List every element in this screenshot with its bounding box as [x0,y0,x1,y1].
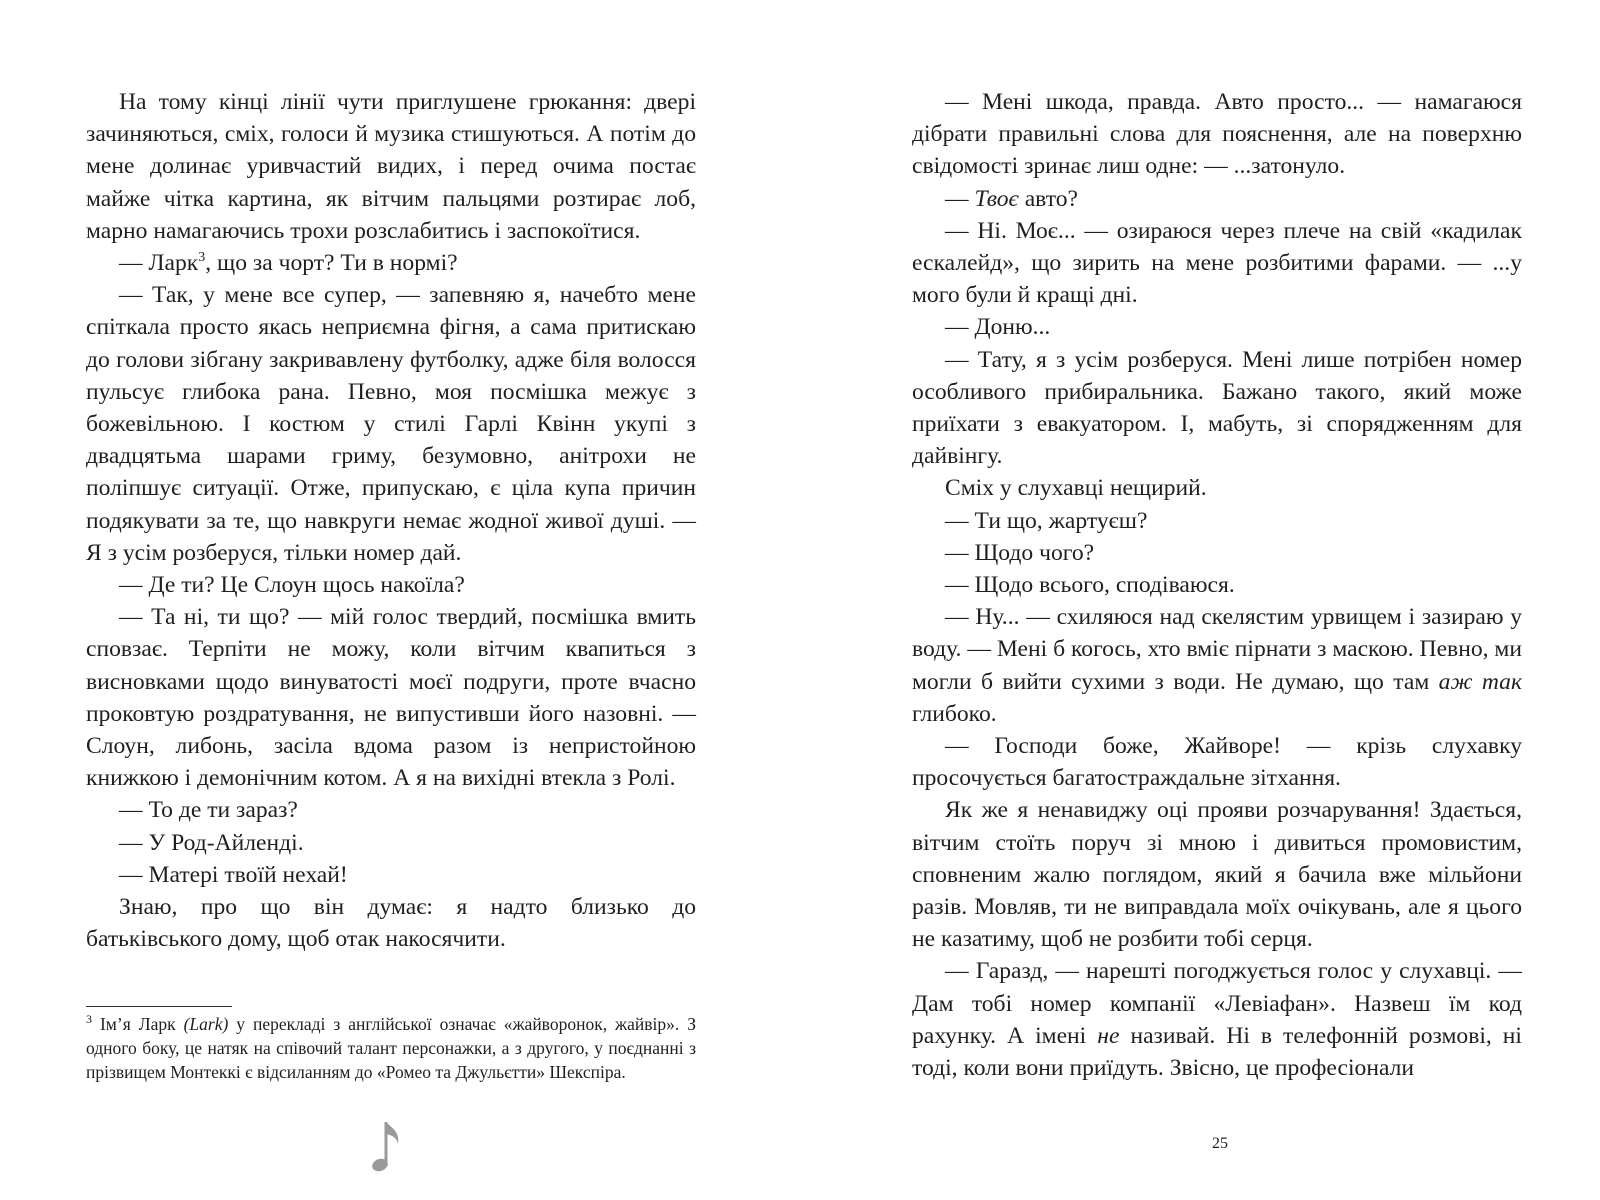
paragraph: — Щодо чого? [945,539,1095,566]
paragraph: — Ні. Моє... — озираюся через плече на свій «кадилак ескалейд», що зирить на мене розбитими фарами. — ...у мого були й кращі дні. [912,217,1522,309]
paragraph: — То де ти зараз? [119,797,298,824]
text-run-italic: Твоє [974,185,1019,212]
paragraph: Як же я ненавиджу оці прояви розчарування! Здається, вітчим стоїть поруч зі мною і дивиться промовистим, сповненим жалю поглядом, який я бачила вже мільйони разів. Мовляв, ти не виправдала моїх очікувань, але я цього не казатиму, щоб не розбити тобі серця. [912,797,1522,953]
footnote-text: у перекладі з англійської означає «жайворонок, жайвір». З одного боку, це натяк на співочий талант персонажки, а з другого, у поєднанні з прізвищем Монтеккі є відсиланням до «Ромео та Джульєтти» Шекспіра. [86,1014,696,1082]
paragraph: — Доню... [945,314,1051,341]
paragraph: — Так, у мене все супер, — запевняю я, начебто мене спіткала просто якась неприємна фігня, а сама притискаю до голови зібгану закривавлену футболку, адже біля волосся пульсує глибока рана. Певно, моя посмішка межує з божевільною. І костюм у стилі Гарлі Квінн укупі з двадцятьма шарами гриму, безумовно, анітрохи не поліпшує ситуації. Отже, припускаю, є ціла купа причин подякувати за те, що навкруги немає жодної живої душі. — Я з усім розберуся, тільки номер дай. [86,282,696,566]
footnote [86,1012,696,1084]
right-page [912,86,1522,1084]
text-run: глибоко. [912,700,997,727]
paragraph [912,955,1522,1084]
text-run: авто? [1018,185,1078,212]
paragraph: — Та ні, ти що? — мій голос твердий, посмішка вмить сповзає. Терпіти не можу, коли вітчим квапиться з висновками щодо винуватості моєї подруги, проте вчасно проковтую роздратування, не випустивши його назовні. — Слоун, либонь, засіла вдома разом із непристойною книжкою і демонічним котом. А я на вихідні втекла з Ролі. [86,604,696,792]
text-run: — [945,185,975,212]
paragraph: — Господи боже, Жайворе! — крізь слухавку просочується багатостраждальне зітхання. [912,733,1522,792]
footnote-reference[interactable]: 3 [198,250,206,266]
text-run: — Ну... — схиляюся над скелястим урвищем і зазираю у воду. — Мені б когось, хто вміє пірнати з маскою. Певно, ми могли б вийти сухими з води. Не думаю, що там [912,604,1522,695]
text-run: , що за чорт? Ти в нормі? [205,250,458,277]
text-run: — Гаразд, — нарешті погоджується голос у слухавці. — Дам тобі номер компанії «Левіафан». Назвеш їм код рахунку. А імені [912,958,1522,1049]
footnote-divider [86,1006,232,1007]
paragraph [912,183,1522,215]
paragraph: Сміх у слухавці нещирий. [945,475,1207,502]
paragraph: — Ти що, жартуєш? [945,507,1148,534]
text-run: — Ларк [119,250,199,277]
paragraph: — Тату, я з усім розберуся. Мені лише потрібен номер особливого прибиральника. Бажано такого, який може приїхати з евакуатором. І, мабуть, зі спорядженням для дайвінгу. [912,346,1522,470]
paragraph: — У Род-Айленді. [119,829,304,856]
paragraph [912,601,1522,730]
paragraph: — Матері твоїй нехай! [119,861,348,888]
text-run-italic: аж так [1438,668,1522,695]
paragraph: — Щодо всього, сподіваюся. [945,572,1235,599]
footnote-number: 3 [86,1012,92,1027]
left-page [86,86,696,955]
footnote-text-italic: (Lark) [183,1014,229,1034]
page-number: 25 [1212,1135,1228,1152]
paragraph: — Де ти? Це Слоун щось накоїла? [119,572,465,599]
footnote-text: Ім’я Ларк [92,1014,184,1034]
paragraph: На тому кінці лінії чути приглушене грюкання: двері зачиняються, сміх, голоси й музика стишуються. А потім до мене долинає уривчастий видих, і перед очима постає майже чітка картина, як вітчим пальцями розтирає лоб, марно намагаючись трохи розслабитись і заспокоїтися. [86,89,696,244]
text-run: називай. Ні в телефонній розмові, ні тоді, коли вони приїдуть. Звісно, це професіонали [912,1022,1522,1082]
paragraph [86,247,696,279]
music-note-icon [370,1118,404,1180]
paragraph: Знаю, про що він думає: я надто близько до батьківського дому, щоб отак накосячити. [86,894,696,953]
paragraph: — Мені шкода, правда. Авто просто... — намагаюся дібрати правильні слова для пояснення, але на поверхню свідомості зринає лиш одне: — ...затонуло. [912,89,1522,180]
text-run-italic: не [1097,1022,1120,1049]
